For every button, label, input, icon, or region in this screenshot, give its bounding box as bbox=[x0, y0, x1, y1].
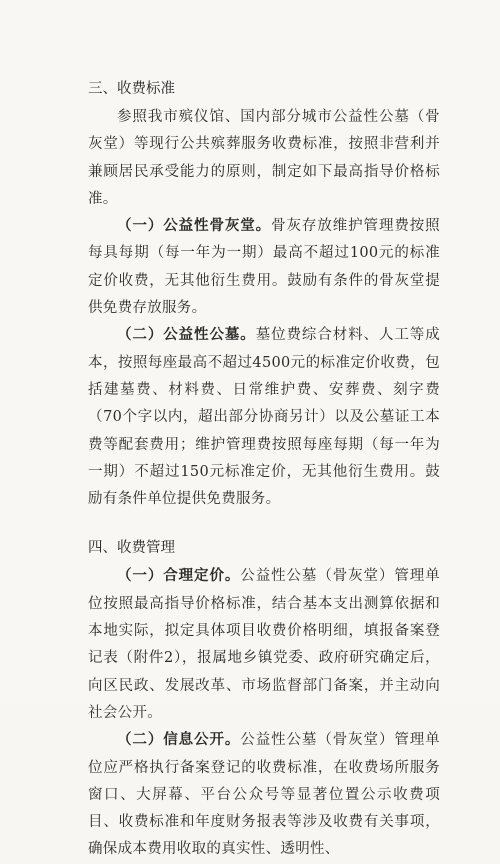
paragraph-ash-hall-title: （一）公益性骨灰堂。 bbox=[117, 218, 272, 235]
paragraph-ash-hall bbox=[88, 213, 440, 322]
paragraph-cemetery bbox=[88, 322, 440, 513]
paragraph-intro bbox=[88, 104, 440, 213]
paragraph-disclosure-title: （二）信息公开。 bbox=[117, 732, 241, 749]
section-heading-management: 四、收费管理 bbox=[88, 540, 175, 557]
section-heading-fees: 三、收费标准 bbox=[88, 81, 175, 97]
paragraph-cemetery-text: 墓位费综合材料、人工等成本，按照每座最高不超过4500元的标准定价收费，包括建墓费、材料费、日常维护费、安葬费、刻字费（70个字以内，超出部分协商另计）以及公墓证工本费等配套费用；维护管理费按照每座每期（每一年为一期）不超过150元标准定价，无其他衍生费用。鼓励有条件单位提供免费服务。 bbox=[88, 327, 440, 508]
paragraph-pricing bbox=[88, 563, 440, 727]
paragraph-cemetery-title: （二）公益性公墓。 bbox=[117, 327, 256, 344]
paragraph-intro-text: 参照我市殡仪馆、国内部分城市公益性公墓（骨灰堂）等现行公共殡葬服务收费标准，按照非营利并兼顾居民承受能力的原则，制定如下最高指导价格标准。 bbox=[88, 109, 440, 207]
paragraph-pricing-text: 公益性公墓（骨灰堂）管理单位按照最高指导价格标准，结合基本支出测算依据和本地实际，拟定具体项目收费价格明细，填报备案登记表（附件2），报属地乡镇党委、政府研究确定后，向区民政、发展改革、市场监督部门备案，并主动向社会公开。 bbox=[88, 568, 440, 721]
paragraph-disclosure-text: 公益性公墓（骨灰堂）管理单位应严格执行备案登记的收费标准，在收费场所服务窗口、大屏幕、平台公众号等显著位置公示收费项目、收费标准和年度财务报表等涉及收费有关事项，确保成本费用收取的真实性、透明性、 bbox=[88, 732, 440, 858]
paragraph-disclosure bbox=[88, 727, 440, 863]
paragraph-pricing-title: （一）合理定价。 bbox=[117, 568, 241, 585]
paragraph-ash-hall-text: 骨灰存放维护管理费按照每具每期（每一年为一期）最高不超过100元的标准定价收费，无其他衍生费用。鼓励有条件的骨灰堂提供免费存放服务。 bbox=[88, 218, 440, 317]
